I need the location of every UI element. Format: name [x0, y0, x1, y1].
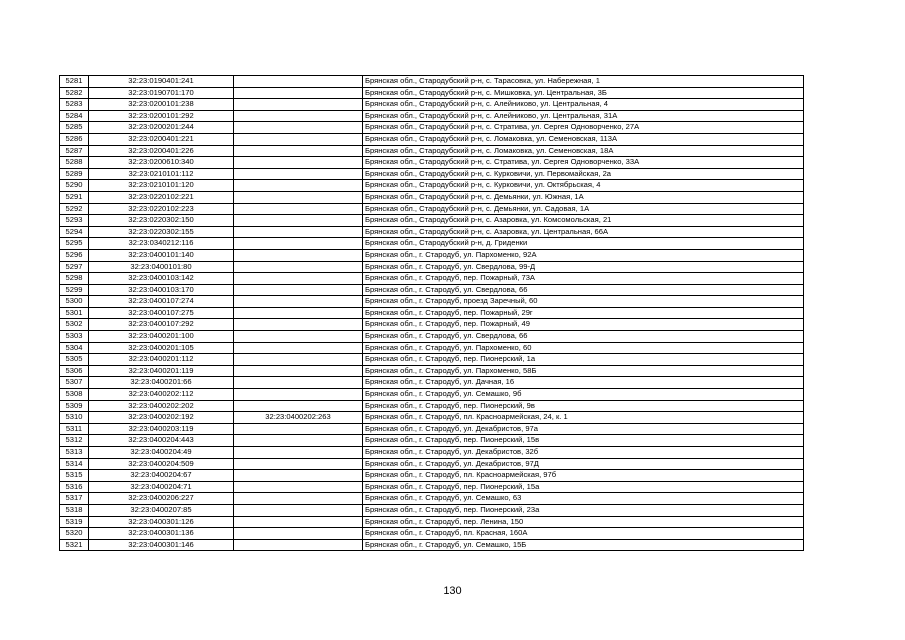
cadastral-number-cell: 32:23:0400202:192: [89, 412, 234, 424]
cadastral-number-cell: 32:23:0340212:116: [89, 238, 234, 250]
previous-cadastral-number-cell: [234, 110, 363, 122]
row-number-cell: 5314: [60, 458, 89, 470]
registry-table: [59, 75, 804, 551]
row-number-cell: 5287: [60, 145, 89, 157]
cadastral-number-cell: 32:23:0400204:67: [89, 470, 234, 482]
address-cell: Брянская обл., г. Стародуб, пер. Пионерский, 1а: [363, 354, 804, 366]
row-number-cell: 5320: [60, 528, 89, 540]
address-cell: Брянская обл., г. Стародуб, пер. Пионерский, 15а: [363, 481, 804, 493]
table-row: [60, 493, 804, 505]
cadastral-number-cell: 32:23:0400206:227: [89, 493, 234, 505]
table-row: [60, 400, 804, 412]
table-row: [60, 133, 804, 145]
cadastral-number-cell: 32:23:0400201:100: [89, 331, 234, 343]
row-number-cell: 5316: [60, 481, 89, 493]
row-number-cell: 5286: [60, 133, 89, 145]
address-cell: Брянская обл., г. Стародуб, пл. Красноармейская, 97б: [363, 470, 804, 482]
table-row: [60, 215, 804, 227]
address-cell: Брянская обл., г. Стародуб, пер. Пионерский, 23а: [363, 504, 804, 516]
previous-cadastral-number-cell: [234, 180, 363, 192]
table-row: [60, 307, 804, 319]
row-number-cell: 5304: [60, 342, 89, 354]
cadastral-number-cell: 32:23:0200610:340: [89, 157, 234, 169]
previous-cadastral-number-cell: [234, 481, 363, 493]
row-number-cell: 5317: [60, 493, 89, 505]
table-row: [60, 423, 804, 435]
row-number-cell: 5312: [60, 435, 89, 447]
cadastral-number-cell: 32:23:0210101:120: [89, 180, 234, 192]
previous-cadastral-number-cell: [234, 504, 363, 516]
previous-cadastral-number-cell: [234, 389, 363, 401]
row-number-cell: 5306: [60, 365, 89, 377]
address-cell: Брянская обл., г. Стародуб, ул. Семашко, 63: [363, 493, 804, 505]
cadastral-number-cell: 32:23:0400202:202: [89, 400, 234, 412]
cadastral-number-cell: 32:23:0400201:105: [89, 342, 234, 354]
table-row: [60, 528, 804, 540]
row-number-cell: 5290: [60, 180, 89, 192]
row-number-cell: 5318: [60, 504, 89, 516]
previous-cadastral-number-cell: [234, 516, 363, 528]
previous-cadastral-number-cell: [234, 203, 363, 215]
cadastral-number-cell: 32:23:0400301:126: [89, 516, 234, 528]
previous-cadastral-number-cell: [234, 76, 363, 88]
previous-cadastral-number-cell: [234, 365, 363, 377]
previous-cadastral-number-cell: [234, 296, 363, 308]
address-cell: Брянская обл., г. Стародуб, пер. Ленина, 150: [363, 516, 804, 528]
table-row: [60, 516, 804, 528]
cadastral-number-cell: 32:23:0400207:85: [89, 504, 234, 516]
address-cell: Брянская обл., г. Стародуб, пер. Пожарный, 49: [363, 319, 804, 331]
table-row: [60, 539, 804, 551]
previous-cadastral-number-cell: [234, 354, 363, 366]
previous-cadastral-number-cell: [234, 238, 363, 250]
cadastral-number-cell: 32:23:0190401:241: [89, 76, 234, 88]
registry-table-body: [60, 76, 804, 551]
address-cell: Брянская обл., Стародубский р-н, с. Ломаковка, ул. Семеновская, 18А: [363, 145, 804, 157]
address-cell: Брянская обл., Стародубский р-н, с. Демьянки, ул. Южная, 1А: [363, 191, 804, 203]
cadastral-number-cell: 32:23:0400201:66: [89, 377, 234, 389]
previous-cadastral-number-cell: [234, 319, 363, 331]
table-row: [60, 342, 804, 354]
cadastral-number-cell: 32:23:0400301:146: [89, 539, 234, 551]
previous-cadastral-number-cell: [234, 284, 363, 296]
cadastral-number-cell: 32:23:0400301:136: [89, 528, 234, 540]
row-number-cell: 5300: [60, 296, 89, 308]
row-number-cell: 5319: [60, 516, 89, 528]
previous-cadastral-number-cell: [234, 435, 363, 447]
table-row: [60, 319, 804, 331]
cadastral-number-cell: 32:23:0400107:275: [89, 307, 234, 319]
previous-cadastral-number-cell: [234, 133, 363, 145]
row-number-cell: 5301: [60, 307, 89, 319]
previous-cadastral-number-cell: [234, 99, 363, 111]
cadastral-number-cell: 32:23:0400204:509: [89, 458, 234, 470]
cadastral-number-cell: 32:23:0400204:443: [89, 435, 234, 447]
row-number-cell: 5283: [60, 99, 89, 111]
cadastral-number-cell: 32:23:0200401:221: [89, 133, 234, 145]
cadastral-number-cell: 32:23:0220302:155: [89, 226, 234, 238]
table-row: [60, 191, 804, 203]
table-row: [60, 389, 804, 401]
table-row: [60, 435, 804, 447]
row-number-cell: 5291: [60, 191, 89, 203]
cadastral-number-cell: 32:23:0400101:140: [89, 249, 234, 261]
previous-cadastral-number-cell: [234, 470, 363, 482]
cadastral-number-cell: 32:23:0400101:80: [89, 261, 234, 273]
previous-cadastral-number-cell: [234, 331, 363, 343]
row-number-cell: 5309: [60, 400, 89, 412]
previous-cadastral-number-cell: [234, 168, 363, 180]
row-number-cell: 5281: [60, 76, 89, 88]
previous-cadastral-number-cell: [234, 458, 363, 470]
cadastral-number-cell: 32:23:0400204:71: [89, 481, 234, 493]
previous-cadastral-number-cell: [234, 423, 363, 435]
cadastral-number-cell: 32:23:0220102:221: [89, 191, 234, 203]
address-cell: Брянская обл., Стародубский р-н, с. Курковичи, ул. Первомайская, 2а: [363, 168, 804, 180]
row-number-cell: 5289: [60, 168, 89, 180]
address-cell: Брянская обл., Стародубский р-н, с. Стратива, ул. Сергея Одноворченко, 27А: [363, 122, 804, 134]
row-number-cell: 5295: [60, 238, 89, 250]
previous-cadastral-number-cell: [234, 145, 363, 157]
table-row: [60, 354, 804, 366]
address-cell: Брянская обл., Стародубский р-н, с. Алейниково, ул. Центральная, 4: [363, 99, 804, 111]
cadastral-number-cell: 32:23:0210101:112: [89, 168, 234, 180]
table-row: [60, 447, 804, 459]
address-cell: Брянская обл., Стародубский р-н, д. Гриденки: [363, 238, 804, 250]
address-cell: Брянская обл., г. Стародуб, ул. Свердлова, 66: [363, 284, 804, 296]
address-cell: Брянская обл., г. Стародуб, ул. Дачная, 16: [363, 377, 804, 389]
row-number-cell: 5311: [60, 423, 89, 435]
table-row: [60, 180, 804, 192]
cadastral-number-cell: 32:23:0400202:112: [89, 389, 234, 401]
table-row: [60, 226, 804, 238]
table-row: [60, 458, 804, 470]
previous-cadastral-number-cell: [234, 226, 363, 238]
row-number-cell: 5294: [60, 226, 89, 238]
cadastral-number-cell: 32:23:0400103:170: [89, 284, 234, 296]
cadastral-number-cell: 32:23:0400107:274: [89, 296, 234, 308]
cadastral-number-cell: 32:23:0400203:119: [89, 423, 234, 435]
row-number-cell: 5305: [60, 354, 89, 366]
cadastral-number-cell: 32:23:0200401:226: [89, 145, 234, 157]
registry-sheet: [59, 75, 804, 551]
page-number: 130: [443, 585, 462, 597]
cadastral-number-cell: 32:23:0200101:238: [89, 99, 234, 111]
table-row: [60, 365, 804, 377]
address-cell: Брянская обл., г. Стародуб, пер. Пожарный, 73А: [363, 273, 804, 285]
table-row: [60, 412, 804, 424]
previous-cadastral-number-cell: [234, 215, 363, 227]
table-row: [60, 157, 804, 169]
table-row: [60, 249, 804, 261]
row-number-cell: 5285: [60, 122, 89, 134]
address-cell: Брянская обл., г. Стародуб, ул. Свердлова, 99-Д: [363, 261, 804, 273]
previous-cadastral-number-cell: [234, 249, 363, 261]
address-cell: Брянская обл., г. Стародуб, ул. Пархоменко, 60: [363, 342, 804, 354]
row-number-cell: 5284: [60, 110, 89, 122]
address-cell: Брянская обл., г. Стародуб, пер. Пионерский, 15в: [363, 435, 804, 447]
row-number-cell: 5313: [60, 447, 89, 459]
address-cell: Брянская обл., Стародубский р-н, с. Ломаковка, ул. Семеновская, 113А: [363, 133, 804, 145]
table-row: [60, 261, 804, 273]
table-row: [60, 504, 804, 516]
previous-cadastral-number-cell: [234, 273, 363, 285]
table-row: [60, 296, 804, 308]
previous-cadastral-number-cell: [234, 539, 363, 551]
previous-cadastral-number-cell: [234, 400, 363, 412]
address-cell: Брянская обл., г. Стародуб, ул. Декабристов, 32б: [363, 447, 804, 459]
table-row: [60, 203, 804, 215]
row-number-cell: 5315: [60, 470, 89, 482]
table-row: [60, 284, 804, 296]
address-cell: Брянская обл., Стародубский р-н, с. Курковичи, ул. Октябрьская, 4: [363, 180, 804, 192]
cadastral-number-cell: 32:23:0400201:112: [89, 354, 234, 366]
table-row: [60, 168, 804, 180]
table-row: [60, 122, 804, 134]
table-row: [60, 145, 804, 157]
table-row: [60, 87, 804, 99]
table-row: [60, 76, 804, 88]
address-cell: Брянская обл., Стародубский р-н, с. Азаровка, ул. Центральная, 66А: [363, 226, 804, 238]
previous-cadastral-number-cell: [234, 342, 363, 354]
previous-cadastral-number-cell: [234, 157, 363, 169]
address-cell: Брянская обл., Стародубский р-н, с. Алейниково, ул. Центральная, 31А: [363, 110, 804, 122]
cadastral-number-cell: 32:23:0220102:223: [89, 203, 234, 215]
cadastral-number-cell: 32:23:0400103:142: [89, 273, 234, 285]
row-number-cell: 5298: [60, 273, 89, 285]
table-row: [60, 273, 804, 285]
table-row: [60, 110, 804, 122]
address-cell: Брянская обл., г. Стародуб, пер. Пожарный, 29г: [363, 307, 804, 319]
previous-cadastral-number-cell: [234, 87, 363, 99]
row-number-cell: 5296: [60, 249, 89, 261]
previous-cadastral-number-cell: [234, 528, 363, 540]
row-number-cell: 5299: [60, 284, 89, 296]
address-cell: Брянская обл., Стародубский р-н, с. Стратива, ул. Сергея Одноворченко, 33А: [363, 157, 804, 169]
address-cell: Брянская обл., г. Стародуб, пл. Красноармейская, 24, к. 1: [363, 412, 804, 424]
address-cell: Брянская обл., г. Стародуб, ул. Декабристов, 97а: [363, 423, 804, 435]
row-number-cell: 5310: [60, 412, 89, 424]
row-number-cell: 5297: [60, 261, 89, 273]
address-cell: Брянская обл., г. Стародуб, ул. Семашко, 15Б: [363, 539, 804, 551]
previous-cadastral-number-cell: [234, 447, 363, 459]
cadastral-number-cell: 32:23:0200201:244: [89, 122, 234, 134]
address-cell: Брянская обл., г. Стародуб, ул. Декабристов, 97Д: [363, 458, 804, 470]
row-number-cell: 5321: [60, 539, 89, 551]
address-cell: Брянская обл., г. Стародуб, пер. Пионерский, 9в: [363, 400, 804, 412]
address-cell: Брянская обл., г. Стародуб, пл. Красная, 160А: [363, 528, 804, 540]
address-cell: Брянская обл., г. Стародуб, проезд Заречный, 60: [363, 296, 804, 308]
cadastral-number-cell: 32:23:0220302:150: [89, 215, 234, 227]
previous-cadastral-number-cell: 32:23:0400202:263: [234, 412, 363, 424]
address-cell: Брянская обл., г. Стародуб, ул. Пархоменко, 58Б: [363, 365, 804, 377]
row-number-cell: 5288: [60, 157, 89, 169]
row-number-cell: 5307: [60, 377, 89, 389]
previous-cadastral-number-cell: [234, 122, 363, 134]
address-cell: Брянская обл., Стародубский р-н, с. Азаровка, ул. Комсомольская, 21: [363, 215, 804, 227]
previous-cadastral-number-cell: [234, 377, 363, 389]
previous-cadastral-number-cell: [234, 191, 363, 203]
cadastral-number-cell: 32:23:0200101:292: [89, 110, 234, 122]
row-number-cell: 5293: [60, 215, 89, 227]
previous-cadastral-number-cell: [234, 261, 363, 273]
address-cell: Брянская обл., г. Стародуб, ул. Свердлова, 66: [363, 331, 804, 343]
table-row: [60, 99, 804, 111]
cadastral-number-cell: 32:23:0190701:170: [89, 87, 234, 99]
cadastral-number-cell: 32:23:0400204:49: [89, 447, 234, 459]
address-cell: Брянская обл., Стародубский р-н, с. Мишковка, ул. Центральная, 3Б: [363, 87, 804, 99]
row-number-cell: 5292: [60, 203, 89, 215]
address-cell: Брянская обл., Стародубский р-н, с. Тарасовка, ул. Набережная, 1: [363, 76, 804, 88]
row-number-cell: 5302: [60, 319, 89, 331]
table-row: [60, 331, 804, 343]
address-cell: Брянская обл., г. Стародуб, ул. Пархоменко, 92А: [363, 249, 804, 261]
previous-cadastral-number-cell: [234, 493, 363, 505]
address-cell: Брянская обл., Стародубский р-н, с. Демьянки, ул. Садовая, 1А: [363, 203, 804, 215]
row-number-cell: 5282: [60, 87, 89, 99]
cadastral-number-cell: 32:23:0400201:119: [89, 365, 234, 377]
row-number-cell: 5303: [60, 331, 89, 343]
table-row: [60, 470, 804, 482]
address-cell: Брянская обл., г. Стародуб, ул. Семашко, 9б: [363, 389, 804, 401]
row-number-cell: 5308: [60, 389, 89, 401]
table-row: [60, 377, 804, 389]
previous-cadastral-number-cell: [234, 307, 363, 319]
table-row: [60, 238, 804, 250]
cadastral-number-cell: 32:23:0400107:292: [89, 319, 234, 331]
table-row: [60, 481, 804, 493]
